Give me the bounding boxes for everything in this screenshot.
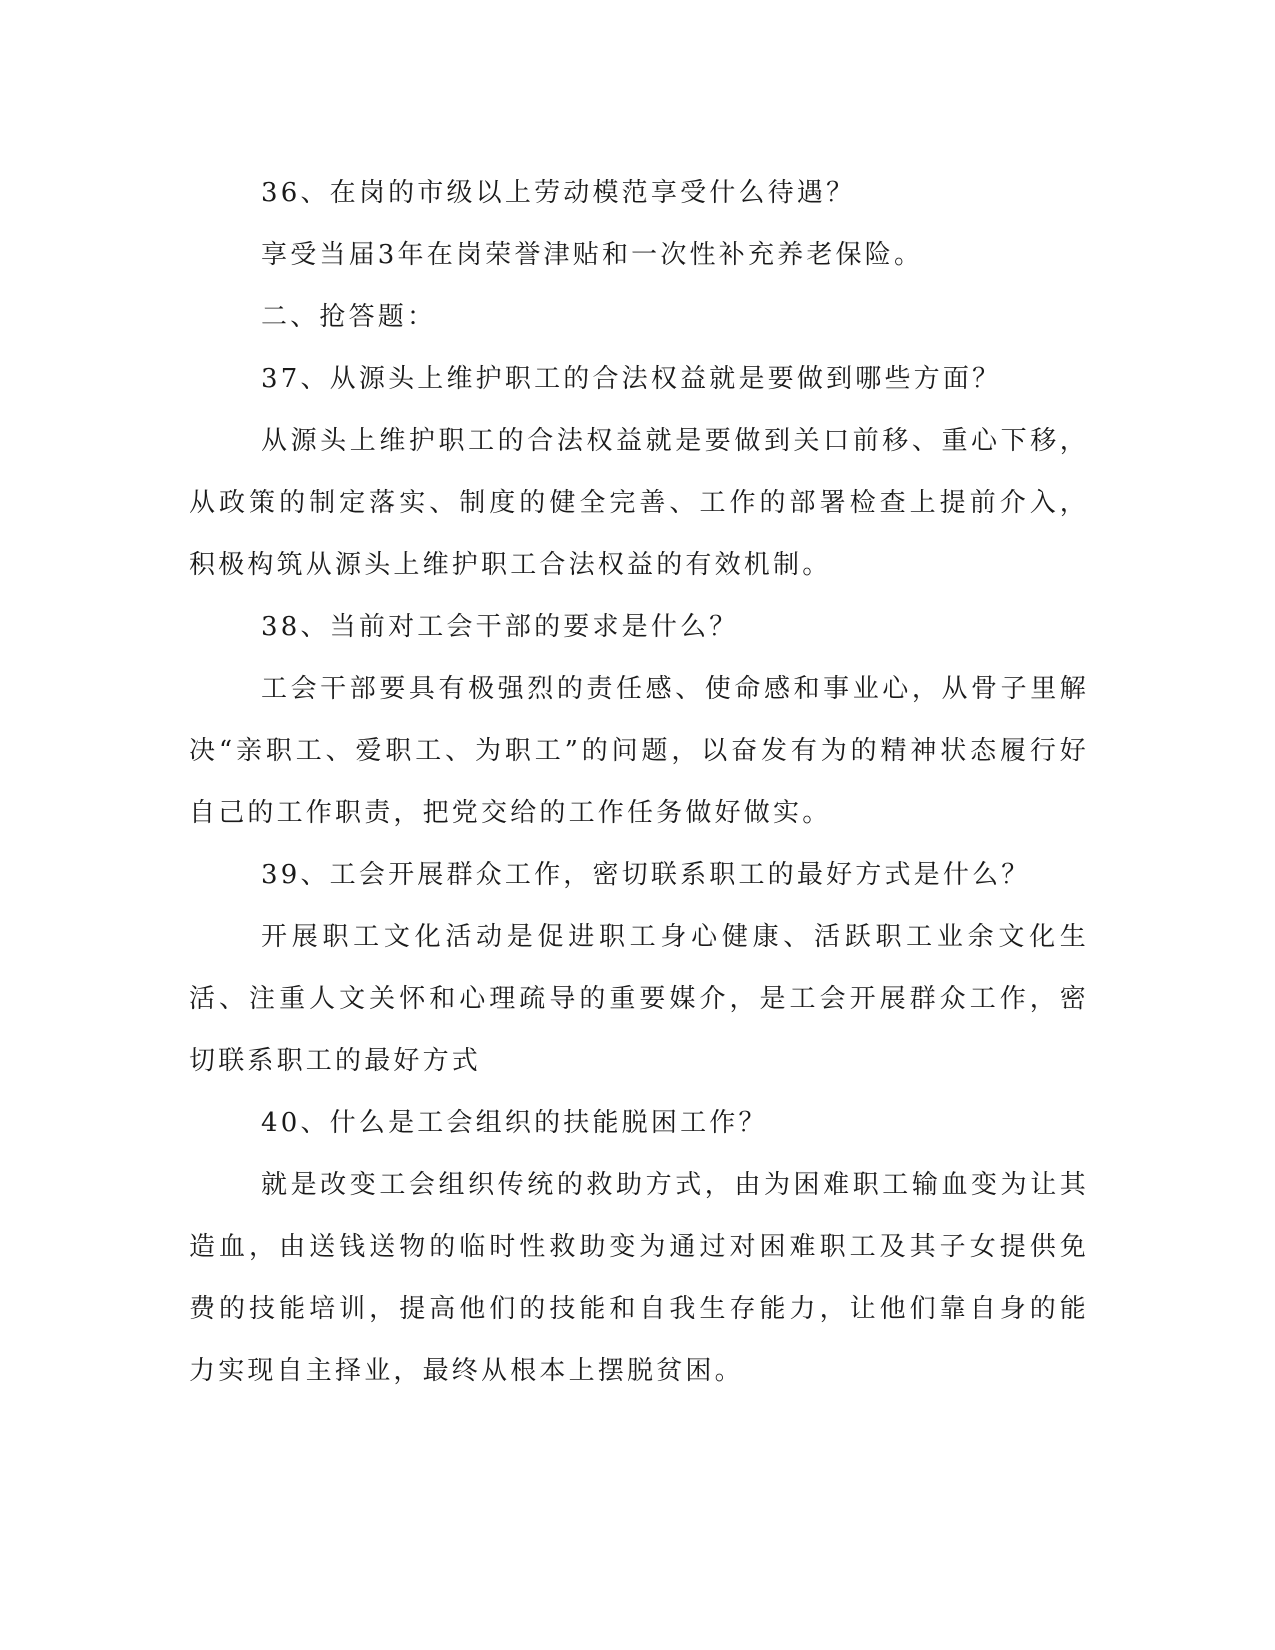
question-38: 38、当前对工会干部的要求是什么？ bbox=[261, 612, 739, 642]
question-36: 36、在岗的市级以上劳动模范享受什么待遇？ bbox=[261, 178, 856, 208]
question-40: 40、什么是工会组织的扶能脱困工作？ bbox=[261, 1108, 768, 1138]
question-37: 37、从源头上维护职工的合法权益就是要做到哪些方面？ bbox=[261, 364, 1002, 394]
answer-37: 从源头上维护职工的合法权益就是要做到关口前移、重心下移，从政策的制定落实、制度的健全完善、工作的部署检查上提前介入，积极构筑从源头上维护职工合法权益的有效机制。 bbox=[189, 426, 1089, 580]
answer-40: 就是改变工会组织传统的救助方式，由为困难职工输血变为让其造血，由送钱送物的临时性救助变为通过对困难职工及其子女提供免费的技能培训，提高他们的技能和自我生存能力，让他们靠自身的能力实现自主择业，最终从根本上摆脱贫困。 bbox=[189, 1170, 1089, 1386]
answer-36: 享受当届3年在岗荣誉津贴和一次性补充养老保险。 bbox=[261, 240, 924, 270]
answer-39: 开展职工文化活动是促进职工身心健康、活跃职工业余文化生活、注重人文关怀和心理疏导的重要媒介，是工会开展群众工作，密切联系职工的最好方式 bbox=[189, 922, 1089, 1076]
document-body bbox=[189, 162, 1089, 1402]
answer-38: 工会干部要具有极强烈的责任感、使命感和事业心，从骨子里解决“亲职工、爱职工、为职工”的问题，以奋发有为的精神状态履行好自己的工作职责，把党交给的工作任务做好做实。 bbox=[189, 674, 1089, 828]
section-heading: 二、抢答题： bbox=[261, 302, 437, 332]
question-39: 39、工会开展群众工作，密切联系职工的最好方式是什么？ bbox=[261, 860, 1031, 890]
